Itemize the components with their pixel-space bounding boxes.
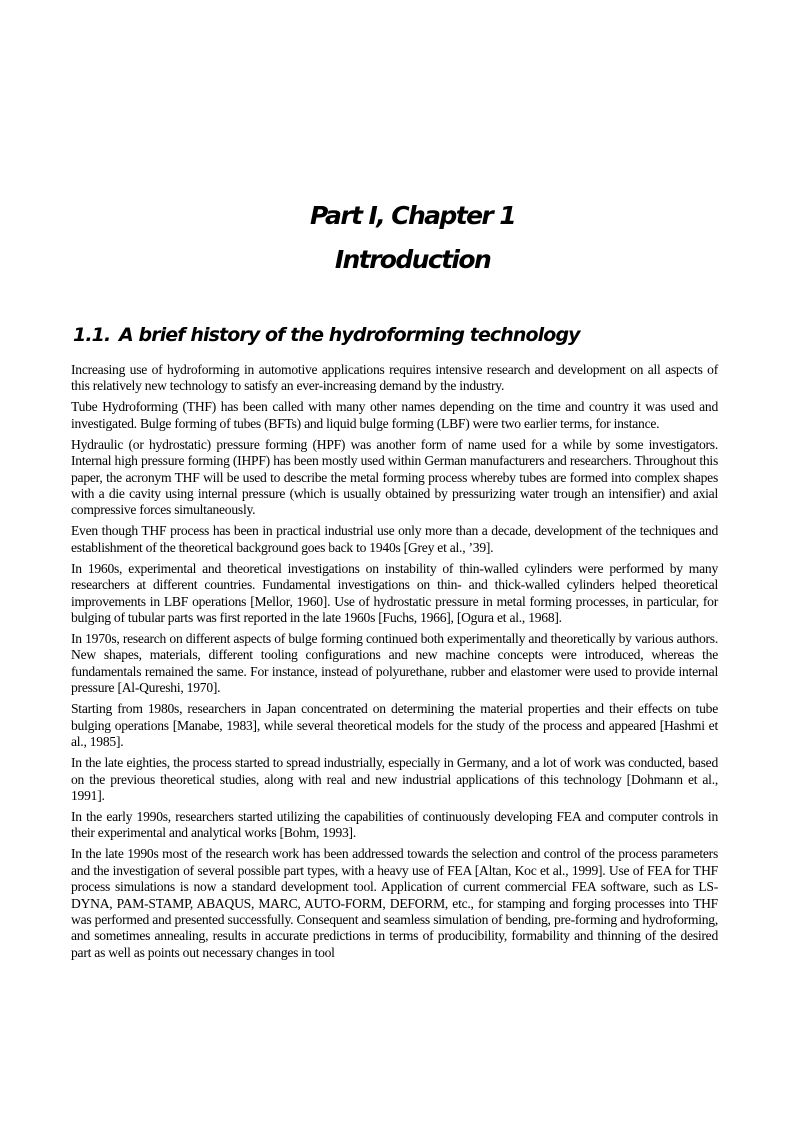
section-number: 1.1. [73, 324, 111, 346]
paragraph: Even though THF process has been in practical industrial use only more than a decade, development of the techniques and establishment of the theoretical background goes back to 1940s [Grey et al., ’39]. [71, 523, 718, 555]
paragraph: Hydraulic (or hydrostatic) pressure forming (HPF) was another form of name used for a while by some investigators. Internal high pressure forming (IHPF) has been mostly used within German manufacturers and researchers. Throughout this paper, the acronym THF will be used to describe the metal forming process whereby tubes are formed into complex shapes with a die cavity using internal pressure (which is usually obtained by pressurizing water trough an intensifier) and axial compressive forces simultaneously. [71, 436, 718, 518]
body-text [71, 362, 718, 966]
section-title: A brief history of the hydroforming technology [119, 324, 580, 346]
paragraph: In the late 1990s most of the research work has been addressed towards the selection and control of the process parameters and the investigation of several possible part types, with a heavy use of FEA [Altan, Koc et al., 1999]. Use of FEA for THF process simulations is now a standard development tool. Application of current commercial FEA software, such as LS-DYNA, PAM-STAMP, ABAQUS, MARC, AUTO-FORM, DEFORM, etc., for stamping and forging processes into THF was performed and presented successfully. Consequent and seamless simulation of bending, pre-forming and hydroforming, and sometimes annealing, results in accurate predictions in terms of producibility, formability and thinning of the desired part as well as points out necessary changes in tool [71, 846, 718, 960]
paragraph: In 1960s, experimental and theoretical investigations on instability of thin-walled cylinders were performed by many researchers at different countries. Fundamental investigations on thin- and thick-walled cylinders helped theoretical improvements in LBF operations [Mellor, 1960]. Use of hydrostatic pressure in metal forming processes, in particular, for bulging of tubular parts was first reported in the late 1960s [Fuchs, 1966], [Ogura et al., 1968]. [71, 560, 718, 626]
paragraph: Starting from 1980s, researchers in Japan concentrated on determining the material properties and their effects on tube bulging operations [Manabe, 1983], while several theoretical models for the study of the process and appeared [Hashmi et al., 1985]. [71, 701, 718, 750]
paragraph: In the early 1990s, researchers started utilizing the capabilities of continuously developing FEA and computer controls in their experimental and analytical works [Bohm, 1993]. [71, 808, 718, 841]
chapter-heading [0, 194, 795, 282]
section-heading [73, 324, 733, 346]
paragraph: In 1970s, research on different aspects of bulge forming continued both experimentally and theoretically by various authors. New shapes, materials, different tooling configurations and new machine concepts were introduced, whereas the fundamentals remained the same. For instance, instead of polyurethane, rubber and elastomer were used to provide internal pressure [Al-Qureshi, 1970]. [71, 631, 718, 696]
paragraph: Increasing use of hydroforming in automotive applications requires intensive research and development on all aspects of this relatively new technology to satisfy an ever-increasing demand by the industry. [71, 362, 718, 394]
paragraph: In the late eighties, the process started to spread industrially, especially in Germany, and a lot of work was conducted, based on the previous theoretical studies, along with real and new industrial applications of this technology [Dohmann et al., 1991]. [71, 755, 718, 803]
chapter-title: Introduction [334, 245, 491, 274]
chapter-part-line: Part I, Chapter 1 [309, 201, 516, 230]
paragraph: Tube Hydroforming (THF) has been called with many other names depending on the time and country it was used and investigated. Bulge forming of tubes (BFTs) and liquid bulge forming (LBF) were two earlier terms, for instance. [71, 399, 718, 431]
